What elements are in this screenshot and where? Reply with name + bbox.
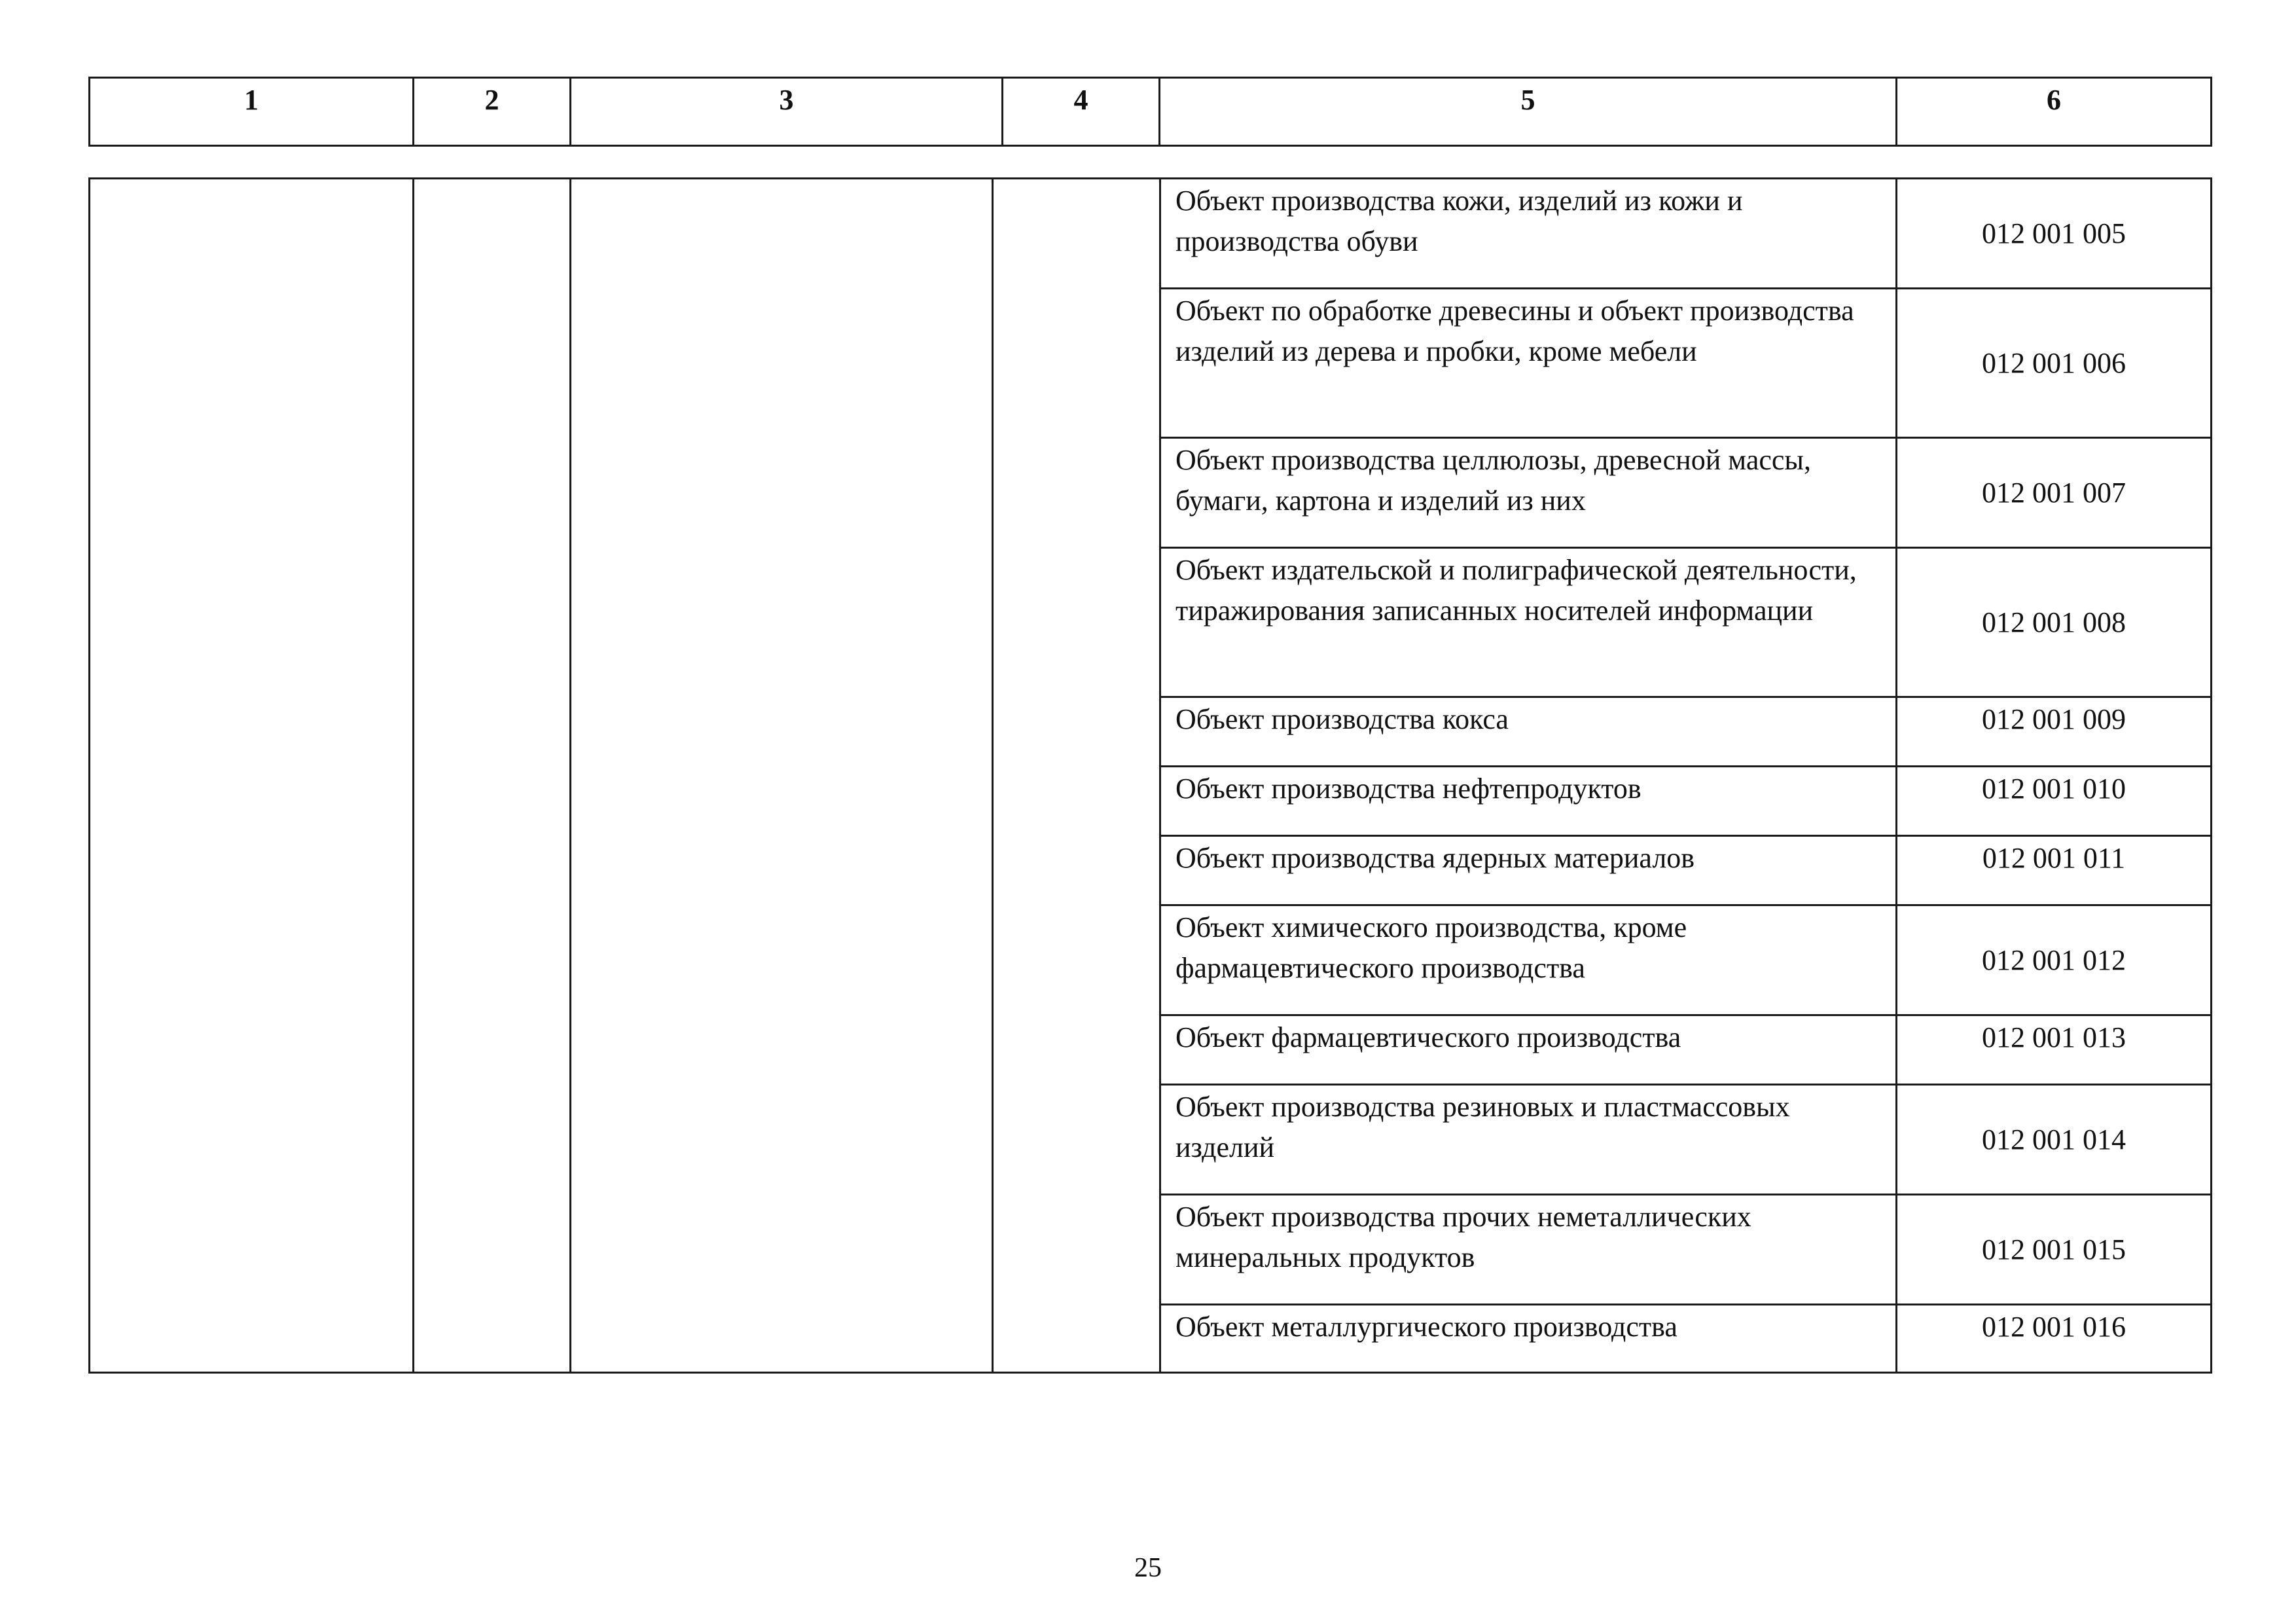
object-name: Объект производства целлюлозы, древесной массы, бумаги, картона и изделий из них — [1160, 438, 1897, 548]
object-name: Объект производства кокса — [1160, 697, 1897, 767]
object-code: 012 001 010 — [1897, 767, 2212, 836]
header-cell-6: 6 — [1897, 78, 2212, 146]
header-cell-1: 1 — [90, 78, 414, 146]
object-code: 012 001 005 — [1897, 179, 2212, 289]
header-cell-2: 2 — [414, 78, 571, 146]
object-name: Объект по обработке древесины и объект производства изделий из дерева и пробки, кроме мебели — [1160, 289, 1897, 438]
object-code: 012 001 007 — [1897, 438, 2212, 548]
header-cell-4: 4 — [1003, 78, 1160, 146]
column-2-cell — [414, 179, 571, 1373]
object-name: Объект металлургического производства — [1160, 1305, 1897, 1373]
object-code: 012 001 014 — [1897, 1085, 2212, 1195]
object-name: Объект химического производства, кроме фармацевтического производства — [1160, 905, 1897, 1015]
column-number-header — [88, 77, 2212, 147]
table-row — [90, 179, 2212, 289]
object-name: Объект фармацевтического производства — [1160, 1015, 1897, 1085]
object-code: 012 001 011 — [1897, 836, 2212, 905]
object-name: Объект производства прочих неметаллических минеральных продуктов — [1160, 1195, 1897, 1305]
object-name: Объект производства нефтепродуктов — [1160, 767, 1897, 836]
column-1-cell — [90, 179, 414, 1373]
object-code: 012 001 015 — [1897, 1195, 2212, 1305]
header-cell-5: 5 — [1160, 78, 1897, 146]
object-code: 012 001 013 — [1897, 1015, 2212, 1085]
object-code: 012 001 008 — [1897, 548, 2212, 697]
object-code: 012 001 009 — [1897, 697, 2212, 767]
object-name: Объект производства ядерных материалов — [1160, 836, 1897, 905]
object-code: 012 001 006 — [1897, 289, 2212, 438]
object-name: Объект издательской и полиграфической деятельности, тиражирования записанных носителей информации — [1160, 548, 1897, 697]
header-row — [90, 78, 2212, 146]
object-name: Объект производства кожи, изделий из кожи и производства обуви — [1160, 179, 1897, 289]
object-code: 012 001 012 — [1897, 905, 2212, 1015]
object-code: 012 001 016 — [1897, 1305, 2212, 1373]
classification-table — [88, 177, 2212, 1374]
column-3-cell — [571, 179, 993, 1373]
column-4-cell — [993, 179, 1160, 1373]
header-cell-3: 3 — [571, 78, 1003, 146]
object-name: Объект производства резиновых и пластмассовых изделий — [1160, 1085, 1897, 1195]
page-number: 25 — [1134, 1553, 1162, 1583]
